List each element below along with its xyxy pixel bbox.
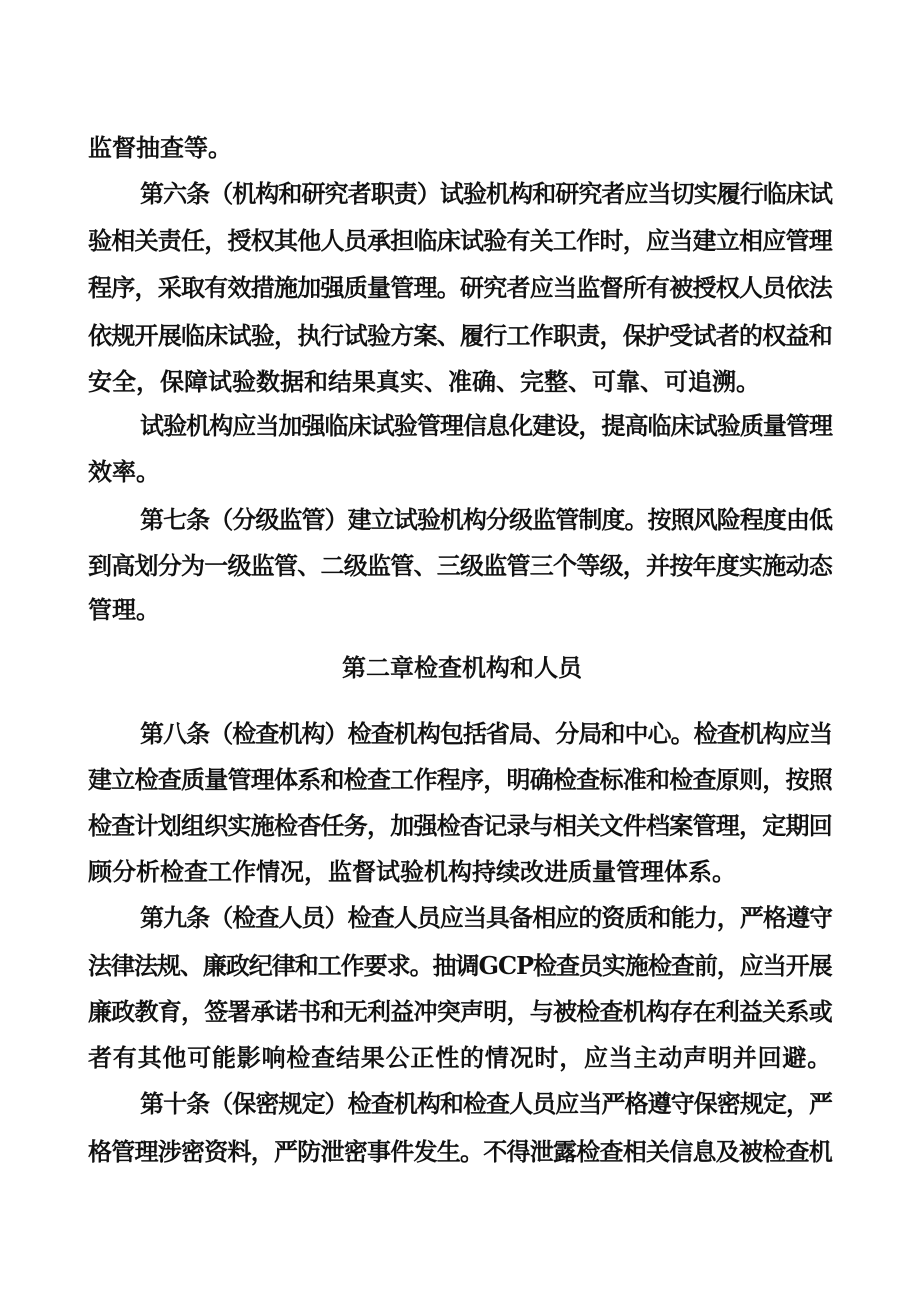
text-line: 第九条（检查人员）检查人员应当具备相应的资质和能力，严格遵守 bbox=[140, 903, 833, 932]
text-line: 廉政教育，签署承诺书和无利益冲突声明，与被检查机构存在利益关系或 bbox=[88, 997, 832, 1026]
text-line: 第十条（保密规定）检查机构和检查人员应当严格遵守保密规定，严 bbox=[140, 1089, 833, 1118]
text-line: 检查计划组织实施检杳任务，加强检杳记录与相关文件档案管理，定期回 bbox=[88, 811, 832, 840]
text-line: 第六条（机构和研究者职责）试验机构和研究者应当切实履行临床试 bbox=[140, 179, 833, 208]
text-line: 安全，保障试验数据和结果真实、准确、完整、可靠、可追溯。 bbox=[88, 367, 760, 396]
text-line: 效率。 bbox=[88, 457, 160, 486]
text-line: 管理。 bbox=[88, 595, 160, 624]
chapter-heading: 第二章检查机构和人员 bbox=[342, 654, 582, 682]
text-line: 顾分析检查工作情况，监督试验机构持续改进质量管理体系。 bbox=[88, 857, 736, 886]
text-line: 试验机构应当加强临床试验管理信息化建设，提高临床试验质量管理 bbox=[140, 411, 833, 440]
text-line: 监督抽查等。 bbox=[88, 133, 232, 162]
text-line: 者有其他可能影响检查结果公正性的情况时，应当主动声明并回避。 bbox=[88, 1043, 832, 1072]
text-line: 格管理涉密资料，严防泄密事件发生。不得泄露检查相关信息及被检查机 bbox=[88, 1137, 832, 1166]
text-line: 法律法规、廉政纪律和工作要求。抽调GCP检查员实施检查前，应当开展 bbox=[88, 951, 832, 980]
text-line: 到高划分为一级监管、二级监管、三级监管三个等级，并按年度实施动态 bbox=[88, 551, 832, 580]
text-line: 依规开展临床试验，执行试验方案、履行工作职责，保护受试者的权益和 bbox=[88, 321, 832, 350]
text-line: 第七条（分级监管）建立试验机构分级监管制度。按照风险程度由低 bbox=[140, 505, 833, 534]
text-line: 程序，采取有效措施加强质量管理。研究者应当监督所有被授权人员依法 bbox=[88, 273, 832, 302]
text-line: 第八条（检查机构）检查机构包括省局、分局和中心。检查机构应当 bbox=[140, 719, 833, 748]
text-line: 验相关责任，授权其他人员承担临床试验有关工作时，应当建立相应管理 bbox=[88, 226, 832, 255]
text-line: 建立检查质量管理体系和检查工作程序，明确检查标准和检查原则，按照 bbox=[88, 765, 832, 794]
